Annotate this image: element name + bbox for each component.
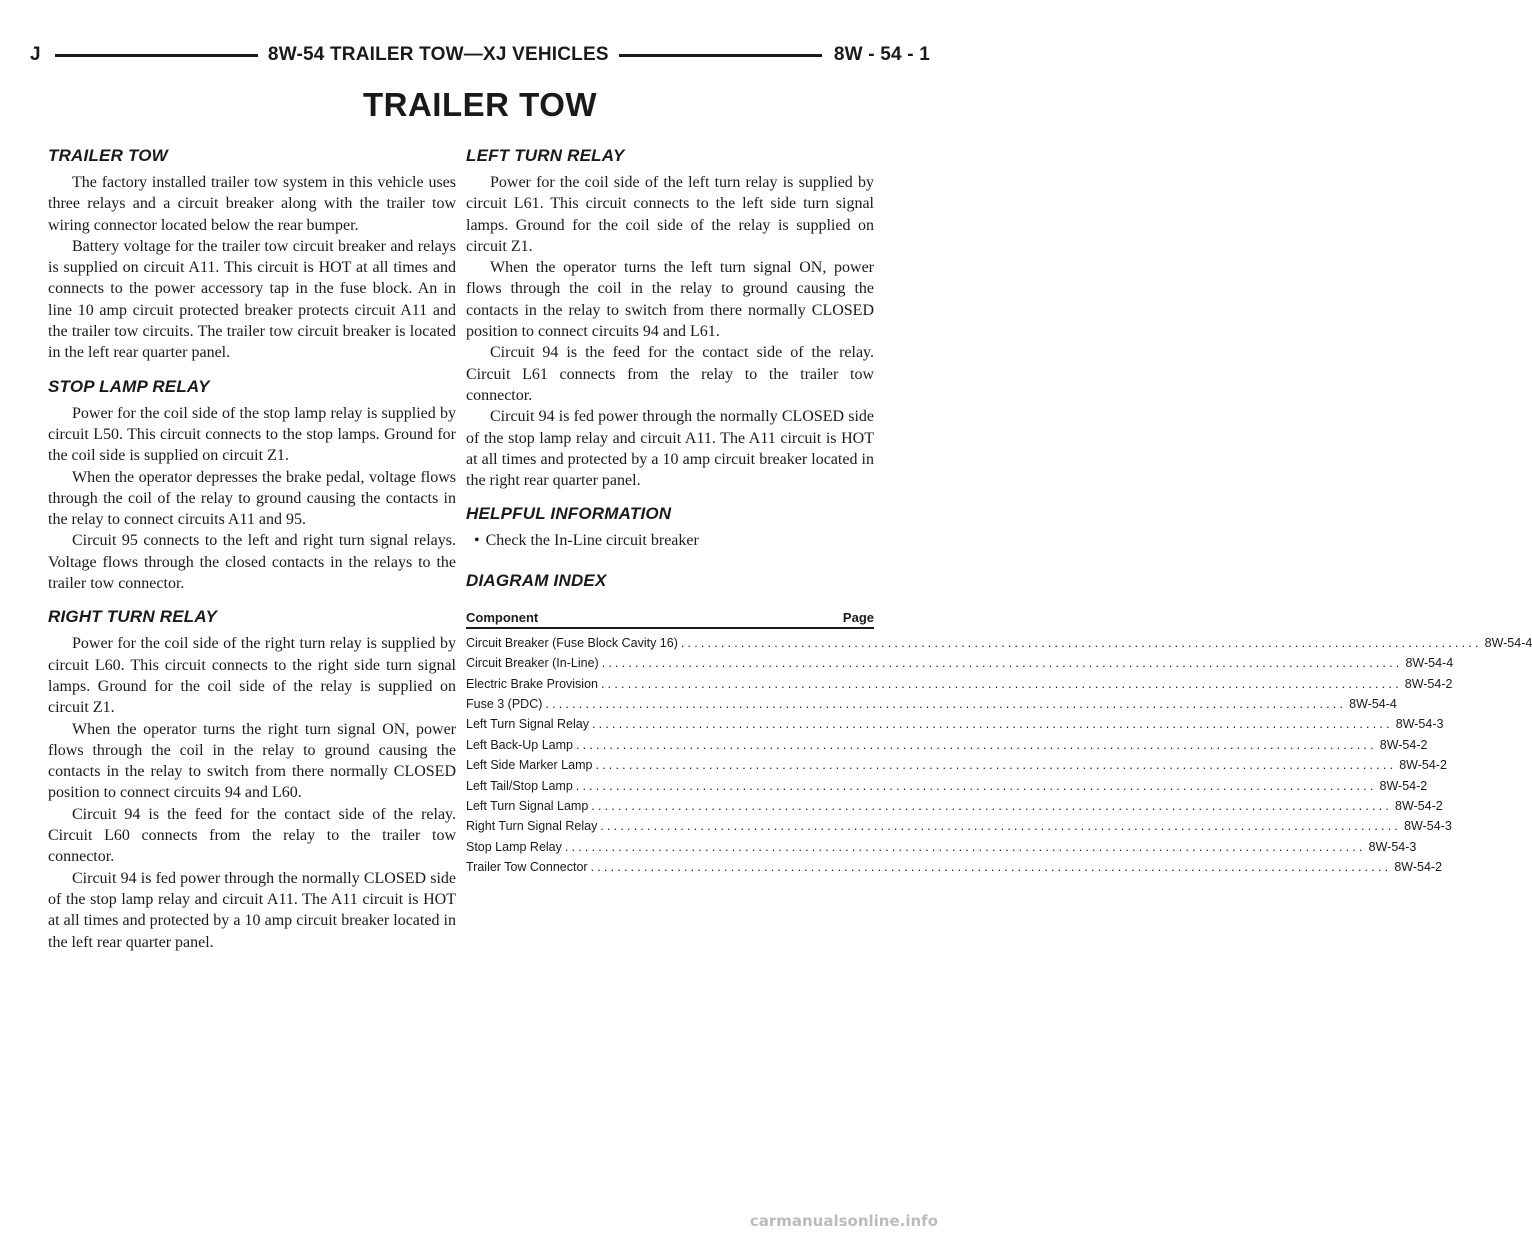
row-component: Stop Lamp Relay: [466, 839, 562, 854]
row-page: 8W-54-2: [1379, 778, 1428, 793]
paragraph: When the operator turns the right turn signal ON, power flows through the coil in the relay to ground causing the contacts in the relay to switch from there normally CLOSED position to connect circuits 94 and L60.: [48, 720, 456, 802]
row-page: 8W-54-4: [1349, 696, 1397, 711]
section-helpful-information: [466, 503, 874, 551]
row-component: Trailer Tow Connector: [466, 860, 588, 875]
dot-leader: ........................................................................................................................: [576, 737, 1377, 752]
page-title: TRAILER TOW: [362, 86, 598, 123]
dot-leader: ........................................................................................................................: [600, 819, 1402, 834]
paragraph: Circuit 95 connects to the left and right turn signal relays. Voltage flows through the closed contacts in the relays to the trailer tow connector.: [48, 532, 456, 593]
row-page: 8W-54-3: [1395, 717, 1444, 732]
index-table-body: [466, 633, 1532, 878]
row-page: 8W-54-3: [1404, 819, 1452, 834]
table-row: [466, 776, 1428, 796]
header-rule-left: [55, 54, 258, 57]
section-right-turn-relay: [48, 606, 456, 952]
row-component: Circuit Breaker (In-Line): [466, 656, 599, 671]
row-page: 8W-54-4: [1405, 656, 1454, 671]
row-component: Circuit Breaker (Fuse Block Cavity 16): [466, 635, 678, 650]
section-heading: DIAGRAM INDEX: [466, 570, 607, 590]
table-row: [466, 633, 1532, 653]
dot-leader: ........................................................................................................................: [601, 656, 1403, 671]
index-table-header: [466, 610, 874, 629]
paragraph: When the operator turns the left turn signal ON, power flows through the coil in the relay to ground causing the contacts in the relay to switch from there normally CLOSED position to connect circuits 94 and L61.: [466, 259, 874, 341]
dot-leader: ........................................................................................................................: [680, 635, 1482, 650]
dot-leader: ........................................................................................................................: [590, 860, 1392, 875]
bullet-icon: •: [474, 532, 480, 550]
bullet-text: Check the In-Line circuit breaker: [485, 532, 699, 550]
row-page: 8W-54-2: [1404, 676, 1453, 691]
section-diagram-index: [466, 570, 1532, 878]
header-rule-right: [619, 54, 822, 57]
paragraph: Circuit 94 is fed power through the normally CLOSED side of the stop lamp relay and circuit A11. The A11 circuit is HOT at all times and protected by a 10 amp circuit breaker located in the right rear quarter panel.: [466, 408, 874, 490]
table-row: [466, 714, 1444, 734]
dot-leader: ........................................................................................................................: [575, 778, 1377, 793]
header-center: 8W-54 TRAILER TOW—XJ VEHICLES: [267, 44, 609, 65]
header-right: 8W - 54 - 1: [833, 44, 931, 65]
section-heading: TRAILER TOW: [48, 146, 168, 165]
paragraph: Circuit 94 is fed power through the normally CLOSED side of the stop lamp relay and circuit A11. The A11 circuit is HOT at all times and protected by a 10 amp circuit breaker located in the left rear quarter panel.: [48, 869, 456, 951]
bullet-item: [466, 530, 874, 551]
row-page: 8W-54-3: [1368, 839, 1417, 854]
row-component: Left Tail/Stop Lamp: [466, 778, 573, 793]
paragraph: The factory installed trailer tow system in this vehicle uses three relays and a circuit breaker along with the trailer tow wiring connector located below the rear bumper.: [48, 174, 456, 234]
section-left-turn-relay: [466, 145, 874, 491]
row-component: Fuse 3 (PDC): [466, 696, 543, 711]
section-heading: LEFT TURN RELAY: [466, 146, 625, 165]
row-component: Electric Brake Provision: [466, 676, 598, 691]
row-page: 8W-54-2: [1399, 758, 1447, 773]
dot-leader: ........................................................................................................................: [591, 799, 1393, 813]
dot-leader: ........................................................................................................................: [564, 839, 1366, 854]
section-heading: HELPFUL INFORMATION: [466, 504, 672, 524]
row-page: 8W-54-2: [1394, 860, 1443, 875]
table-row: [466, 694, 1397, 714]
header-left: J: [30, 44, 41, 65]
table-row: [466, 653, 1454, 673]
paragraph: Circuit 94 is the feed for the contact side of the relay. Circuit L61 connects from the relay to the trailer tow connector.: [466, 344, 874, 404]
row-component: Left Turn Signal Relay: [466, 717, 589, 732]
dot-leader: ........................................................................................................................: [595, 758, 1397, 773]
row-page: 8W-54-4: [1484, 635, 1532, 650]
table-row: [466, 674, 1453, 694]
row-page: 8W-54-2: [1379, 737, 1428, 752]
paragraph: Battery voltage for the trailer tow circuit breaker and relays is supplied on circuit A11. This circuit is HOT at all times and connects to the power accessory tap in the fuse block. An in line 10 amp circuit protected breaker protects circuit A11 and the trailer tow circuits. The trailer tow circuit breaker is located in the left rear quarter panel.: [48, 237, 456, 362]
section-heading: RIGHT TURN RELAY: [48, 607, 218, 627]
paragraph: When the operator depresses the brake pedal, voltage flows through the coil of the relay to ground causing the contacts in the relay to connect circuits A11 and 95.: [48, 468, 456, 529]
column-header-component: Component: [466, 609, 539, 625]
table-row: [466, 816, 1452, 836]
dot-leader: ........................................................................................................................: [545, 696, 1347, 711]
right-column: [466, 145, 1532, 890]
row-page: 8W-54-2: [1395, 799, 1443, 813]
row-component: Left Back-Up Lamp: [466, 737, 573, 752]
running-header: [30, 44, 930, 66]
table-row: [466, 755, 1447, 775]
table-row: [466, 796, 1443, 816]
row-component: Left Turn Signal Lamp: [466, 799, 589, 813]
paragraph: Circuit 94 is the feed for the contact side of the relay. Circuit L60 connects from the relay to the trailer tow connector.: [48, 805, 456, 866]
paragraph: Power for the coil side of the right turn relay is supplied by circuit L60. This circuit connects to the right side turn signal lamps. Ground for the coil side of the relay is supplied on circuit Z1.: [48, 635, 456, 717]
row-component: Left Side Marker Lamp: [466, 758, 593, 773]
table-row: [466, 735, 1428, 755]
row-component: Right Turn Signal Relay: [466, 819, 598, 834]
dot-leader: ........................................................................................................................: [601, 676, 1402, 691]
table-row: [466, 857, 1443, 877]
dot-leader: ........................................................................................................................: [592, 717, 1393, 732]
table-row: [466, 837, 1417, 857]
column-header-page: Page: [842, 609, 874, 625]
section-stop-lamp-relay: [48, 376, 456, 595]
paragraph: Power for the coil side of the stop lamp relay is supplied by circuit L50. This circuit connects to the stop lamps. Ground for the coil side is supplied on circuit Z1.: [48, 404, 456, 465]
left-column: [48, 145, 456, 965]
section-heading: STOP LAMP RELAY: [48, 376, 210, 396]
watermark: carmanualsonline.info: [749, 1212, 938, 1230]
section-trailer-tow: [48, 145, 456, 364]
paragraph: Power for the coil side of the left turn relay is supplied by circuit L61. This circuit connects to the left side turn signal lamps. Ground for the coil side of the relay is supplied on circuit Z1.: [466, 174, 874, 255]
